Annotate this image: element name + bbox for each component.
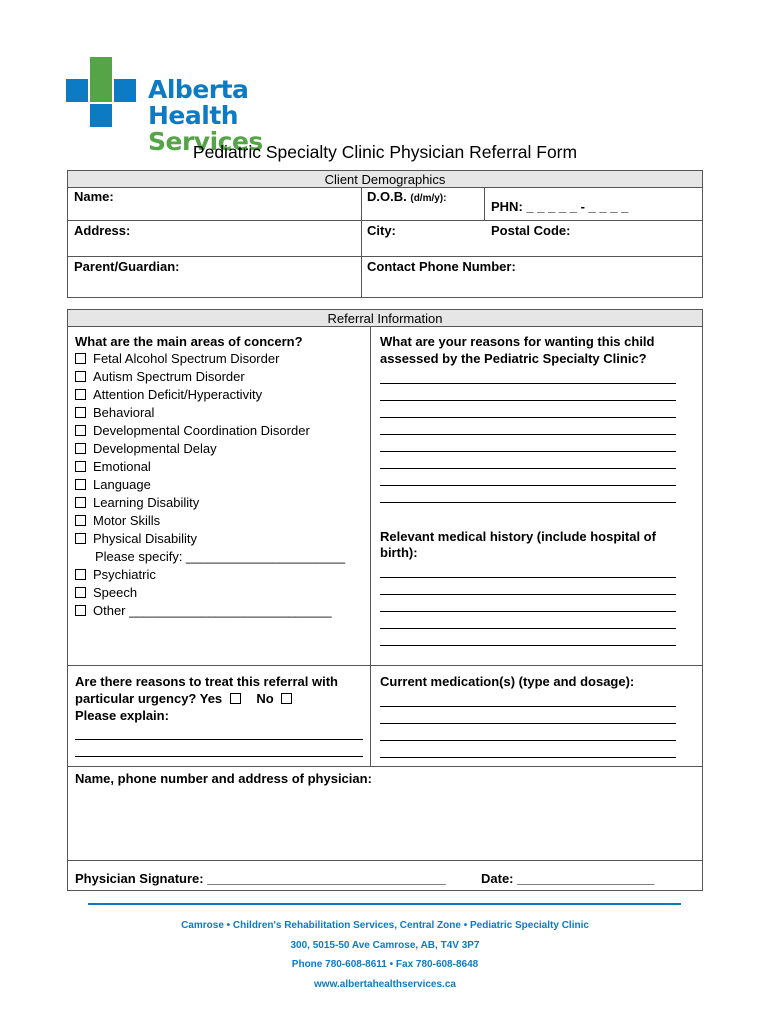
urgency-answer-lines[interactable]	[75, 723, 363, 757]
concern-item[interactable]: Behavioral	[75, 404, 345, 422]
contact-phone-field-label: Contact Phone Number:	[367, 259, 516, 274]
footer-phone-fax: Phone 780-608-8611 • Fax 780-608-8648	[291, 959, 479, 970]
checkbox-icon[interactable]	[75, 605, 86, 616]
reasons-answer-lines[interactable]	[380, 367, 676, 503]
footer-website-link[interactable]: www.albertahealthservices.ca	[314, 979, 456, 990]
please-explain-label: Please explain:	[75, 708, 169, 723]
checkbox-icon[interactable]	[75, 407, 86, 418]
history-question-line-2: birth):	[380, 545, 418, 560]
checkbox-icon[interactable]	[75, 443, 86, 454]
history-answer-lines[interactable]	[380, 561, 676, 646]
alberta-health-services-logo	[66, 57, 306, 156]
reasons-question-line-2: assessed by the Pediatric Specialty Clinic?	[380, 351, 647, 366]
logo-line-1: Alberta Health	[148, 75, 249, 130]
medications-question: Current medication(s) (type and dosage):	[380, 674, 635, 689]
postal-code-field-label: Postal Code:	[491, 223, 571, 238]
urgency-no-checkbox-icon[interactable]	[281, 693, 292, 704]
logo-line-2: Services	[148, 127, 263, 156]
concern-item[interactable]: Motor Skills	[75, 512, 345, 530]
footer-divider	[88, 903, 681, 905]
concern-item[interactable]: Psychiatric	[75, 566, 345, 584]
form-title: Pediatric Specialty Clinic Physician Referral Form	[192, 142, 578, 162]
dob-label: D.O.B.	[367, 189, 407, 204]
referral-information-header: Referral Information	[67, 309, 703, 327]
signature-date-line[interactable]: Date: ___________________	[481, 871, 655, 886]
physician-info-label: Name, phone number and address of physician:	[75, 771, 372, 786]
checkbox-icon[interactable]	[75, 461, 86, 472]
checkbox-icon[interactable]	[75, 515, 86, 526]
urgency-yes-checkbox-icon[interactable]	[230, 693, 241, 704]
concern-item[interactable]: Speech	[75, 584, 345, 602]
checkbox-icon[interactable]	[75, 587, 86, 598]
phn-field-label: PHN: _ _ _ _ _ - _ _ _ _	[491, 199, 629, 214]
concern-item[interactable]: Physical Disability	[75, 530, 345, 548]
history-question-line-1: Relevant medical history (include hospital of	[380, 529, 656, 544]
checkbox-icon[interactable]	[75, 533, 86, 544]
checkbox-icon[interactable]	[75, 425, 86, 436]
concern-item[interactable]: Language	[75, 476, 345, 494]
checkbox-icon[interactable]	[75, 479, 86, 490]
checkbox-icon[interactable]	[75, 371, 86, 382]
concerns-question: What are the main areas of concern?	[75, 334, 303, 349]
concern-item[interactable]: Developmental Delay	[75, 440, 345, 458]
please-specify-line[interactable]: Please specify: ______________________	[95, 549, 346, 564]
logo-cross-icon	[66, 57, 146, 129]
city-field-label: City:	[367, 223, 396, 238]
concern-item[interactable]: Fetal Alcohol Spectrum Disorder	[75, 350, 345, 368]
dob-format: (d/m/y):	[410, 193, 447, 204]
urgency-question-line-1: Are there reasons to treat this referral with	[75, 674, 338, 689]
checkbox-icon[interactable]	[75, 353, 86, 364]
checkbox-icon[interactable]	[75, 569, 86, 580]
concerns-checklist	[75, 350, 345, 620]
urgency-question-line-2: particular urgency? Yes No	[75, 691, 296, 706]
reasons-question-line-1: What are your reasons for wanting this child	[380, 334, 655, 349]
footer-address: 300, 5015-50 Ave Camrose, AB, T4V 3P7	[290, 940, 480, 951]
checkbox-icon[interactable]	[75, 389, 86, 400]
checkbox-icon[interactable]	[75, 497, 86, 508]
dob-field-label	[367, 189, 446, 204]
concern-item[interactable]: Autism Spectrum Disorder	[75, 368, 345, 386]
physician-signature-line[interactable]: Physician Signature: _________________________________	[75, 871, 446, 886]
concern-item[interactable]: Learning Disability	[75, 494, 345, 512]
concern-other-item[interactable]: Other ____________________________	[75, 602, 345, 620]
medications-answer-lines[interactable]	[380, 690, 676, 758]
name-field-label: Name:	[74, 189, 114, 204]
guardian-field-label: Parent/Guardian:	[74, 259, 180, 274]
client-demographics-header: Client Demographics	[67, 170, 703, 188]
concern-item[interactable]: Emotional	[75, 458, 345, 476]
concern-item[interactable]: Attention Deficit/Hyperactivity	[75, 386, 345, 404]
concern-item[interactable]: Developmental Coordination Disorder	[75, 422, 345, 440]
footer-location: Camrose • Children's Rehabilitation Services, Central Zone • Pediatric Specialty Clinic	[181, 920, 589, 931]
address-field-label: Address:	[74, 223, 131, 238]
